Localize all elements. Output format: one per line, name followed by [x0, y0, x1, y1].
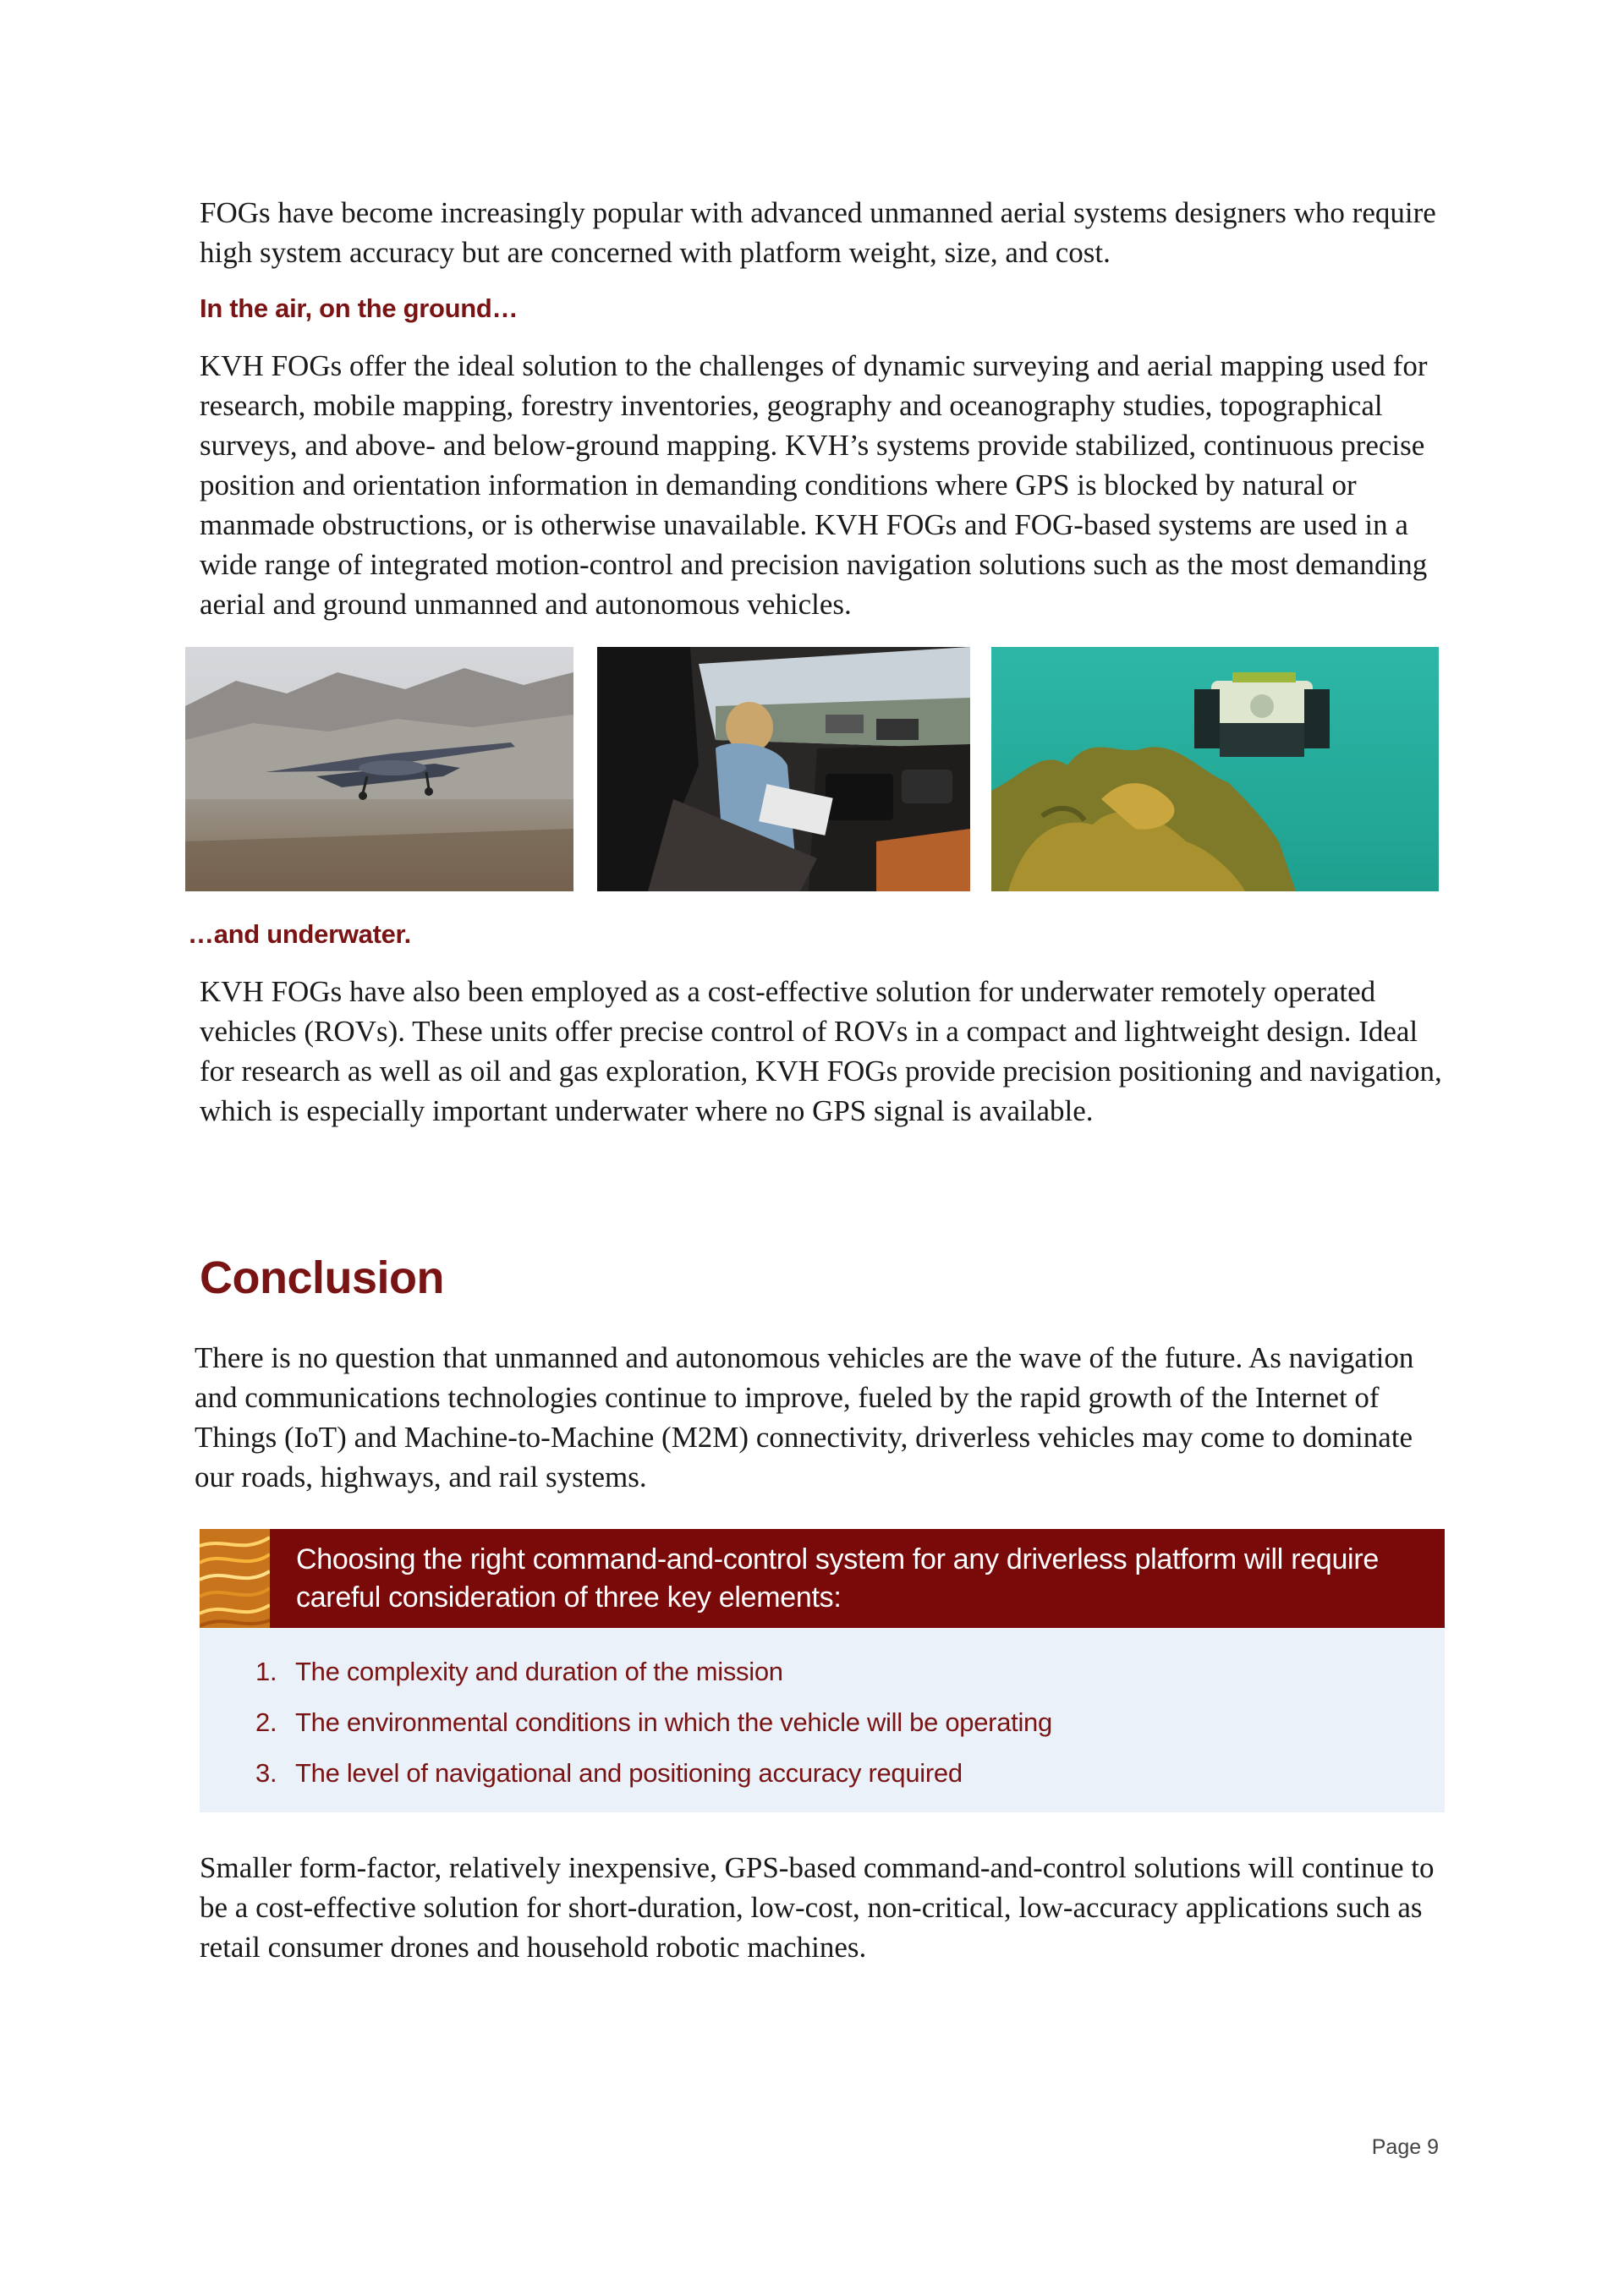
list-item: [255, 1655, 1052, 1706]
closing-paragraph: Smaller form-factor, relatively inexpensive, GPS-based command-and-control solutions will continue to be a cost-effective solution for short-duration, low-cost, non-critical, low-accuracy applications such as retail consumer drones and household robotic machines.: [200, 1851, 1435, 1964]
uav-photo: [185, 647, 573, 891]
key-elements-list: [255, 1655, 1052, 1807]
list-item-text: The complexity and duration of the mission: [295, 1657, 783, 1686]
list-item: [255, 1756, 1052, 1807]
list-item-text: The level of navigational and positioning accuracy required: [295, 1758, 963, 1788]
underwater-rov-photo: [991, 647, 1439, 891]
callout-header: [200, 1529, 1445, 1628]
air-ground-paragraph: KVH FOGs offer the ideal solution to the challenges of dynamic surveying and aerial mapping used for research, mobile mapping, forestry inventories, geography and oceanography studies, topographical surveys, and above- and below-ground mapping. KVH’s systems provide stabilized, continuous precise position and orientation information in demanding conditions where GPS is blocked by natural or manmade obstructions, or is otherwise unavailable. KVH FOGs and FOG-based systems are used in a wide range of integrated motion-control and precision navigation solutions such as the most demanding aerial and ground unmanned and autonomous vehicles.: [200, 349, 1428, 621]
underwater-section: [188, 918, 1445, 1131]
air-ground-section: [200, 293, 1445, 624]
list-item: [255, 1706, 1052, 1756]
list-item-number: 3.: [255, 1758, 277, 1788]
conclusion-section: [195, 1252, 1445, 1497]
swirl-graphic: [200, 1529, 270, 1628]
callout-title: Choosing the right command-and-control system for any driverless platform will require careful consideration of three key elements:: [296, 1543, 1379, 1614]
underwater-subheading: …and underwater.: [188, 919, 411, 949]
underwater-paragraph: KVH FOGs have also been employed as a cost-effective solution for underwater remotely operated vehicles (ROVs). These units offer precise control of ROVs in a compact and lightweight design. Ideal for research as well as oil and gas exploration, KVH FOGs provide precision positioning and navigation, which is especially important underwater where no GPS signal is available.: [200, 975, 1442, 1127]
closing-section: [200, 1848, 1445, 1967]
list-item-number: 2.: [255, 1707, 277, 1737]
conclusion-heading: Conclusion: [200, 1252, 444, 1303]
intro-section: [200, 193, 1445, 272]
intro-paragraph: FOGs have become increasingly popular with advanced unmanned aerial systems designers who require high system accuracy but are concerned with platform weight, size, and cost.: [200, 196, 1436, 269]
page-number: Page 9: [1371, 2135, 1439, 2159]
conclusion-paragraph: There is no question that unmanned and autonomous vehicles are the wave of the future. As navigation and communications technologies continue to improve, fueled by the rapid growth of the Internet of Things (IoT) and Machine-to-Machine (M2M) connectivity, driverless vehicles may come to dominate our roads, highways, and rail systems.: [195, 1341, 1414, 1493]
list-item-text: The environmental conditions in which the vehicle will be operating: [295, 1707, 1052, 1737]
list-item-number: 1.: [255, 1657, 277, 1686]
callout-list-panel: [200, 1628, 1445, 1812]
autonomous-car-photo: [597, 647, 970, 891]
air-ground-subheading: In the air, on the ground…: [200, 293, 518, 323]
